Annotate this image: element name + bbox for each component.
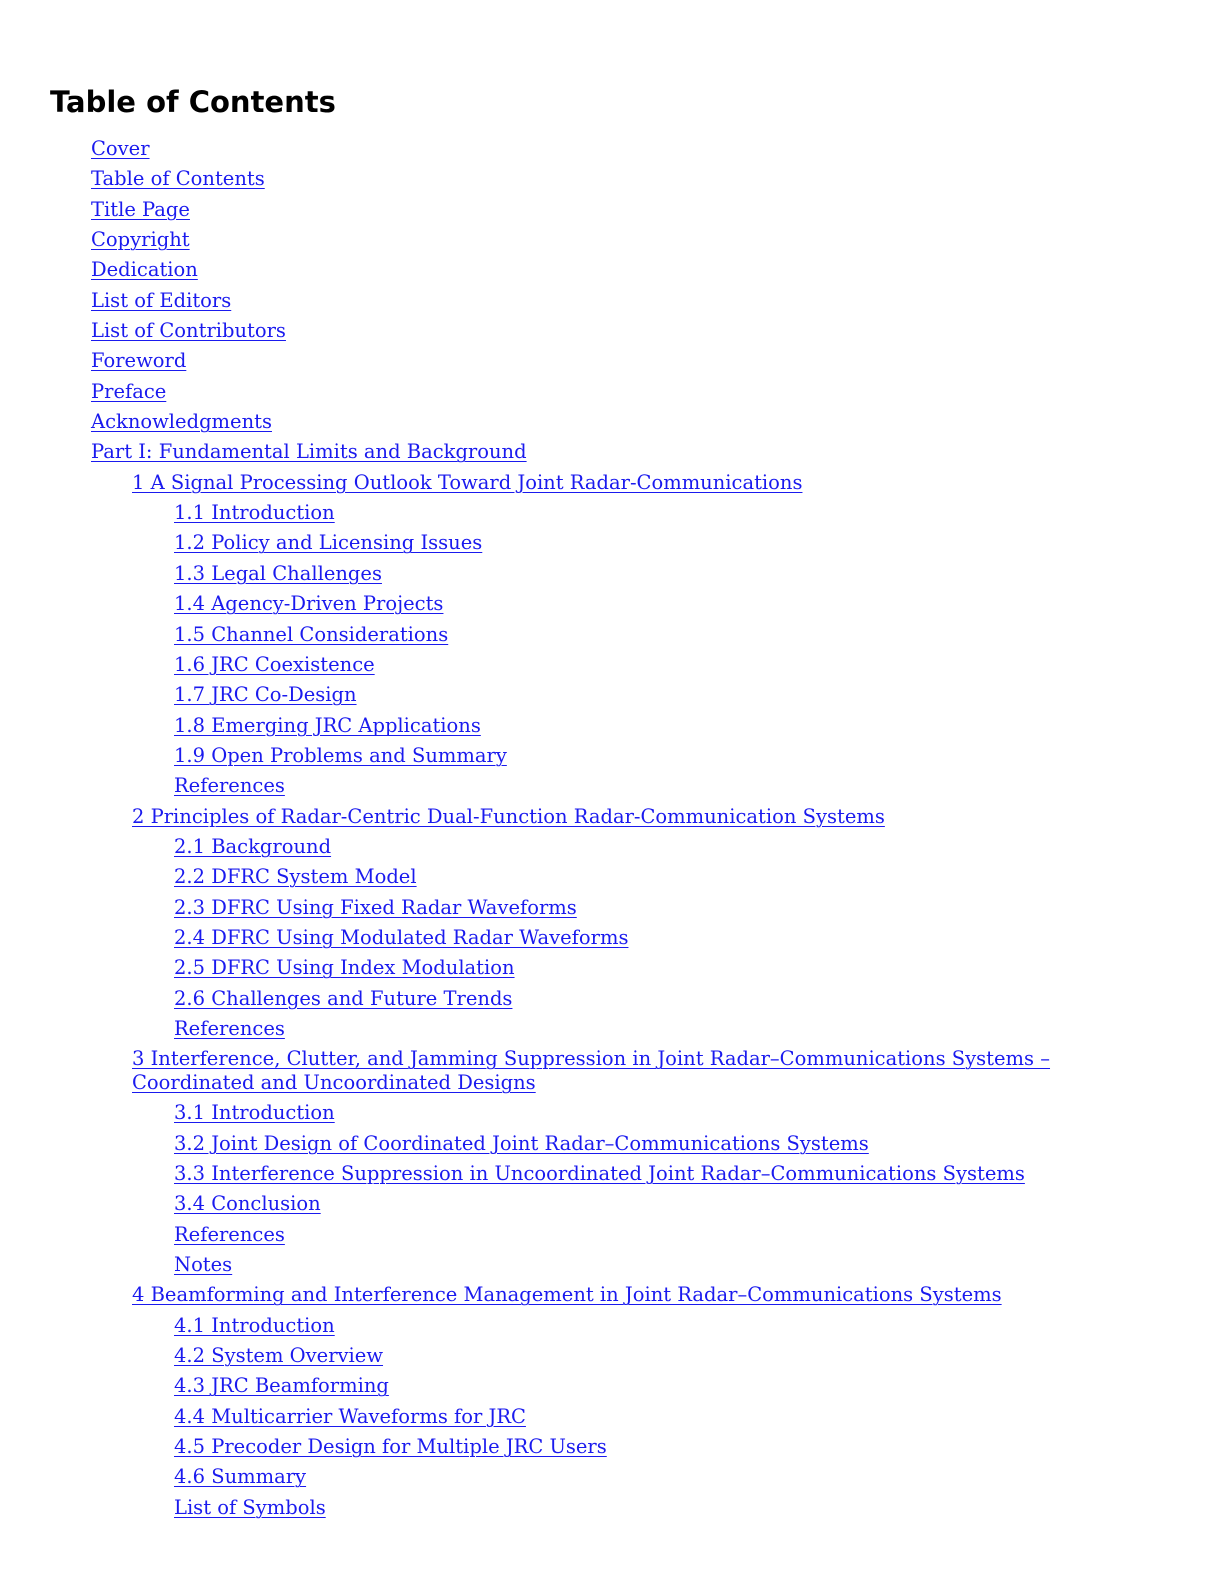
toc-link[interactable]: 2.3 DFRC Using Fixed Radar Waveforms [174, 895, 577, 919]
toc-entry-cover [0, 137, 1224, 161]
toc-link[interactable]: 2.4 DFRC Using Modulated Radar Waveforms [174, 925, 629, 949]
toc-entry-section-4-1 [0, 1314, 1224, 1338]
toc-entry-references-1 [0, 774, 1224, 798]
toc-link[interactable]: 4.6 Summary [174, 1465, 307, 1489]
toc-link[interactable]: 2 Principles of Radar-Centric Dual-Function Radar-Communication Systems [132, 804, 885, 828]
toc-link[interactable]: Dedication [91, 258, 198, 282]
toc-entry-notes-3 [0, 1253, 1224, 1277]
toc-link[interactable]: 1.4 Agency-Driven Projects [174, 592, 444, 616]
toc-entry-section-1-3 [0, 562, 1224, 586]
toc-entry-copyright [0, 228, 1224, 252]
toc-link[interactable]: References [174, 774, 285, 798]
toc-link[interactable]: References [174, 1016, 285, 1040]
toc-entry-chapter-1 [0, 471, 1224, 495]
toc-link[interactable]: Acknowledgments [91, 410, 272, 434]
toc-link[interactable]: 4.4 Multicarrier Waveforms for JRC [174, 1404, 526, 1428]
toc-entry-section-1-5 [0, 623, 1224, 647]
toc-link[interactable]: Foreword [91, 349, 187, 373]
toc-entry-section-2-3 [0, 896, 1224, 920]
toc-link[interactable]: 1.3 Legal Challenges [174, 561, 382, 585]
toc-link[interactable]: Cover [91, 137, 150, 160]
toc-entry-section-4-2 [0, 1344, 1224, 1368]
toc-entry-list-of-editors [0, 289, 1224, 313]
toc-link[interactable]: 1.5 Channel Considerations [174, 622, 449, 646]
toc-entry-list-of-contributors [0, 319, 1224, 343]
toc-entry-foreword [0, 349, 1224, 373]
toc-link[interactable]: 4.3 JRC Beamforming [174, 1374, 389, 1398]
toc-entry-references-2 [0, 1017, 1224, 1041]
toc-entry-section-4-4 [0, 1405, 1224, 1429]
toc-link[interactable]: 2.6 Challenges and Future Trends [174, 986, 513, 1010]
toc-link[interactable]: 1.9 Open Problems and Summary [174, 743, 507, 767]
toc-link[interactable]: 4.2 System Overview [174, 1344, 384, 1368]
toc-entry-section-1-9 [0, 744, 1224, 768]
toc-link[interactable]: References [174, 1222, 285, 1246]
toc-entry-section-1-1 [0, 501, 1224, 525]
toc-link[interactable]: 4.1 Introduction [174, 1313, 335, 1337]
toc-link[interactable]: 3 Interference, Clutter, and Jamming Suppression in Joint Radar–Communications Systems – Coordinated and Uncoordinated Designs [132, 1047, 1051, 1095]
toc-entry-section-1-7 [0, 683, 1224, 707]
toc-entry-section-3-4 [0, 1192, 1224, 1216]
toc-entry-acknowledgments [0, 410, 1224, 434]
toc-link[interactable]: Part I: Fundamental Limits and Background [91, 440, 527, 464]
toc-link[interactable]: 2.5 DFRC Using Index Modulation [174, 956, 515, 980]
toc-link[interactable]: List of Contributors [91, 319, 286, 343]
toc-entry-chapter-3 [0, 1047, 1172, 1095]
toc-link[interactable]: 1.7 JRC Co-Design [174, 683, 357, 707]
toc-entry-section-1-8 [0, 714, 1224, 738]
toc-entry-section-4-3 [0, 1374, 1224, 1398]
toc-link[interactable]: List of Symbols [174, 1495, 326, 1519]
toc-entry-chapter-4 [0, 1283, 1224, 1307]
toc-link[interactable]: List of Editors [91, 288, 232, 312]
toc-link[interactable]: Notes [174, 1253, 233, 1277]
toc-link[interactable]: 1.2 Policy and Licensing Issues [174, 531, 483, 555]
toc-link[interactable]: 1.8 Emerging JRC Applications [174, 713, 481, 737]
toc-entry-title-page [0, 198, 1224, 222]
toc-entry-section-2-1 [0, 835, 1224, 859]
toc-entry-section-1-2 [0, 531, 1224, 555]
toc-entry-section-3-3 [0, 1162, 1224, 1186]
toc-entry-section-1-4 [0, 592, 1224, 616]
toc-entry-references-3 [0, 1223, 1224, 1247]
toc-link[interactable]: 3.4 Conclusion [174, 1192, 321, 1216]
toc-entry-chapter-2 [0, 805, 1224, 829]
toc-entry-section-3-1 [0, 1101, 1224, 1125]
toc-entry-section-4-5 [0, 1435, 1224, 1459]
toc-link[interactable]: 1.6 JRC Coexistence [174, 652, 375, 676]
toc-entry-section-3-2 [0, 1132, 1224, 1156]
toc-link[interactable]: 3.2 Joint Design of Coordinated Joint Radar–Communications Systems [174, 1131, 869, 1155]
toc-link[interactable]: 1.1 Introduction [174, 501, 335, 525]
toc-link[interactable]: Title Page [91, 197, 190, 221]
toc-link[interactable]: 3.3 Interference Suppression in Uncoordinated Joint Radar–Communications Systems [174, 1162, 1025, 1185]
toc-entry-section-2-4 [0, 926, 1224, 950]
toc-link[interactable]: 3.1 Introduction [174, 1101, 335, 1125]
toc-link[interactable]: 4.5 Precoder Design for Multiple JRC Users [174, 1435, 607, 1459]
toc-entry-section-4-6 [0, 1465, 1224, 1489]
toc-entry-part-1 [0, 440, 1224, 464]
toc-link[interactable]: 1 A Signal Processing Outlook Toward Joint Radar-Communications [132, 470, 803, 494]
toc-entry-section-2-2 [0, 865, 1224, 889]
toc-entry-dedication [0, 258, 1224, 282]
toc-link[interactable]: 2.2 DFRC System Model [174, 865, 417, 889]
toc-link[interactable]: 4 Beamforming and Interference Management in Joint Radar–Communications Systems [132, 1283, 1002, 1307]
toc-entry-section-2-6 [0, 987, 1224, 1011]
toc-entry-table-of-contents [0, 167, 1224, 191]
toc-link[interactable]: 2.1 Background [174, 834, 332, 858]
toc-link[interactable]: Copyright [91, 228, 190, 252]
toc-list [0, 137, 1224, 1526]
toc-entry-list-of-symbols [0, 1496, 1224, 1520]
toc-entry-section-2-5 [0, 956, 1224, 980]
page-title: Table of Contents [50, 85, 336, 119]
toc-link[interactable]: Preface [91, 379, 167, 403]
toc-entry-preface [0, 380, 1224, 404]
toc-entry-section-1-6 [0, 653, 1224, 677]
toc-link[interactable]: Table of Contents [91, 167, 265, 191]
